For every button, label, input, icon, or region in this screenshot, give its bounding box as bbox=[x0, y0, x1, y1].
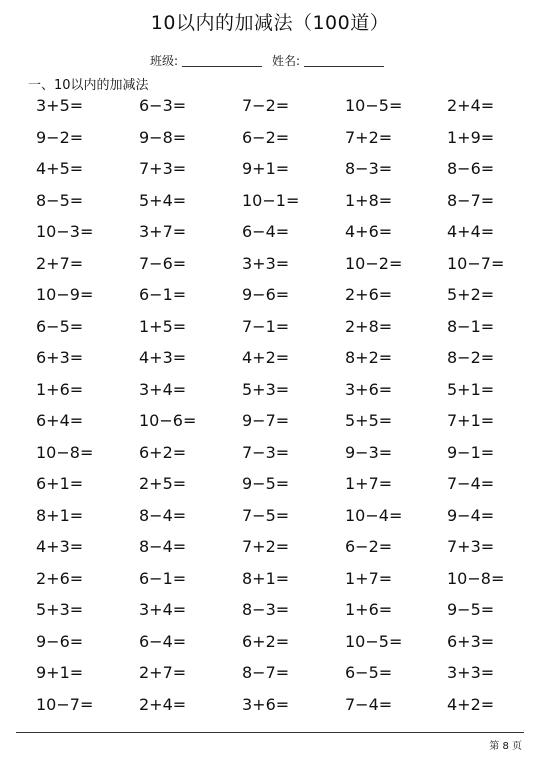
math-problem: 7+1= bbox=[447, 411, 495, 430]
math-problem: 9−7= bbox=[242, 411, 290, 430]
name-label: 姓名: bbox=[272, 54, 301, 68]
math-problem: 9−5= bbox=[447, 600, 495, 619]
class-label: 班级: bbox=[150, 54, 179, 68]
math-problem: 8−3= bbox=[345, 159, 393, 178]
math-problem: 6−5= bbox=[36, 316, 84, 336]
math-problem: 6+2= bbox=[242, 631, 290, 651]
math-problem: 8−3= bbox=[242, 600, 290, 619]
math-problem: 10−6= bbox=[139, 411, 197, 430]
math-problem: 4+6= bbox=[345, 222, 393, 241]
math-problem: 9−6= bbox=[242, 285, 290, 304]
math-problem: 6−5= bbox=[345, 663, 393, 682]
math-problem: 2+5= bbox=[139, 474, 187, 493]
math-problem: 6+1= bbox=[36, 474, 84, 493]
math-problem: 4+4= bbox=[447, 222, 495, 241]
math-problem: 10−8= bbox=[447, 568, 505, 588]
math-problem: 7+3= bbox=[447, 537, 495, 556]
math-problem: 7−3= bbox=[242, 442, 290, 462]
math-problem: 3+3= bbox=[242, 253, 290, 273]
math-problem: 2+4= bbox=[447, 96, 495, 115]
math-problem: 8−7= bbox=[447, 190, 495, 210]
math-problem: 7−5= bbox=[242, 505, 290, 525]
math-problem: 10−8= bbox=[36, 442, 94, 462]
math-problem: 8−4= bbox=[139, 505, 187, 525]
math-problem: 6+3= bbox=[36, 348, 84, 367]
math-problem: 8+1= bbox=[36, 505, 84, 525]
math-problem: 9−8= bbox=[139, 127, 187, 147]
math-problem: 2+4= bbox=[139, 694, 187, 714]
math-problem: 4+2= bbox=[447, 694, 495, 714]
worksheet-title: 10以内的加减法（100道） bbox=[150, 12, 390, 34]
math-problem: 8−5= bbox=[36, 190, 84, 210]
problem-grid bbox=[36, 90, 540, 720]
math-problem: 7−2= bbox=[242, 96, 290, 115]
math-problem: 1+5= bbox=[139, 316, 187, 336]
math-problem: 8+1= bbox=[242, 568, 290, 588]
math-problem: 1+7= bbox=[345, 474, 393, 493]
math-problem: 3+6= bbox=[345, 379, 393, 399]
math-problem: 5+5= bbox=[345, 411, 393, 430]
math-problem: 6+2= bbox=[139, 442, 187, 462]
student-info bbox=[150, 52, 394, 69]
math-problem: 4+3= bbox=[139, 348, 187, 367]
math-problem: 7+2= bbox=[345, 127, 393, 147]
class-blank bbox=[182, 54, 262, 67]
math-problem: 7+2= bbox=[242, 537, 290, 556]
math-problem: 7−4= bbox=[447, 474, 495, 493]
math-problem: 9−6= bbox=[36, 631, 84, 651]
math-problem: 7−6= bbox=[139, 253, 187, 273]
math-problem: 1+9= bbox=[447, 127, 495, 147]
math-problem: 2+7= bbox=[36, 253, 84, 273]
math-problem: 9−1= bbox=[447, 442, 495, 462]
math-problem: 5+2= bbox=[447, 285, 495, 304]
math-problem: 8−6= bbox=[447, 159, 495, 178]
math-problem: 8−7= bbox=[242, 663, 290, 682]
math-problem: 1+6= bbox=[345, 600, 393, 619]
math-problem: 3+4= bbox=[139, 379, 187, 399]
math-problem: 5+3= bbox=[242, 379, 290, 399]
math-problem: 6−2= bbox=[345, 537, 393, 556]
math-problem: 4+3= bbox=[36, 537, 84, 556]
math-problem: 7−1= bbox=[242, 316, 290, 336]
math-problem: 4+5= bbox=[36, 159, 84, 178]
math-problem: 2+6= bbox=[36, 568, 84, 588]
math-problem: 3+6= bbox=[242, 694, 290, 714]
math-problem: 9−4= bbox=[447, 505, 495, 525]
math-problem: 7+3= bbox=[139, 159, 187, 178]
math-problem: 9+1= bbox=[242, 159, 290, 178]
math-problem: 9−2= bbox=[36, 127, 84, 147]
math-problem: 5+1= bbox=[447, 379, 495, 399]
math-problem: 9−3= bbox=[345, 442, 393, 462]
math-problem: 3+4= bbox=[139, 600, 187, 619]
math-problem: 3+3= bbox=[447, 663, 495, 682]
math-problem: 10−5= bbox=[345, 96, 403, 115]
math-problem: 10−9= bbox=[36, 285, 94, 304]
math-problem: 8−2= bbox=[447, 348, 495, 367]
math-problem: 6−4= bbox=[139, 631, 187, 651]
section-heading: 一、10以内的加减法 bbox=[28, 78, 149, 93]
math-problem: 2+6= bbox=[345, 285, 393, 304]
math-problem: 8−1= bbox=[447, 316, 495, 336]
math-problem: 6−2= bbox=[242, 127, 290, 147]
math-problem: 6−1= bbox=[139, 285, 187, 304]
page-number: 第 8 页 bbox=[489, 741, 522, 752]
math-problem: 9−5= bbox=[242, 474, 290, 493]
math-problem: 9+1= bbox=[36, 663, 84, 682]
math-problem: 3+5= bbox=[36, 96, 84, 115]
math-problem: 6+3= bbox=[447, 631, 495, 651]
math-problem: 1+6= bbox=[36, 379, 84, 399]
math-problem: 3+7= bbox=[139, 222, 187, 241]
name-blank bbox=[304, 54, 384, 67]
math-problem: 6−4= bbox=[242, 222, 290, 241]
math-problem: 6+4= bbox=[36, 411, 84, 430]
math-problem: 6−3= bbox=[139, 96, 187, 115]
math-problem: 8+2= bbox=[345, 348, 393, 367]
math-problem: 6−1= bbox=[139, 568, 187, 588]
math-problem: 8−4= bbox=[139, 537, 187, 556]
math-problem: 4+2= bbox=[242, 348, 290, 367]
math-problem: 1+8= bbox=[345, 190, 393, 210]
math-problem: 5+4= bbox=[139, 190, 187, 210]
math-problem: 7−4= bbox=[345, 694, 393, 714]
math-problem: 10−5= bbox=[345, 631, 403, 651]
math-problem: 2+8= bbox=[345, 316, 393, 336]
math-problem: 10−7= bbox=[36, 694, 94, 714]
math-problem: 1+7= bbox=[345, 568, 393, 588]
math-problem: 10−4= bbox=[345, 505, 403, 525]
math-problem: 10−1= bbox=[242, 190, 300, 210]
math-problem: 10−7= bbox=[447, 253, 505, 273]
footer-divider bbox=[16, 732, 524, 733]
math-problem: 2+7= bbox=[139, 663, 187, 682]
math-problem: 10−3= bbox=[36, 222, 94, 241]
math-problem: 5+3= bbox=[36, 600, 84, 619]
math-problem: 10−2= bbox=[345, 253, 403, 273]
